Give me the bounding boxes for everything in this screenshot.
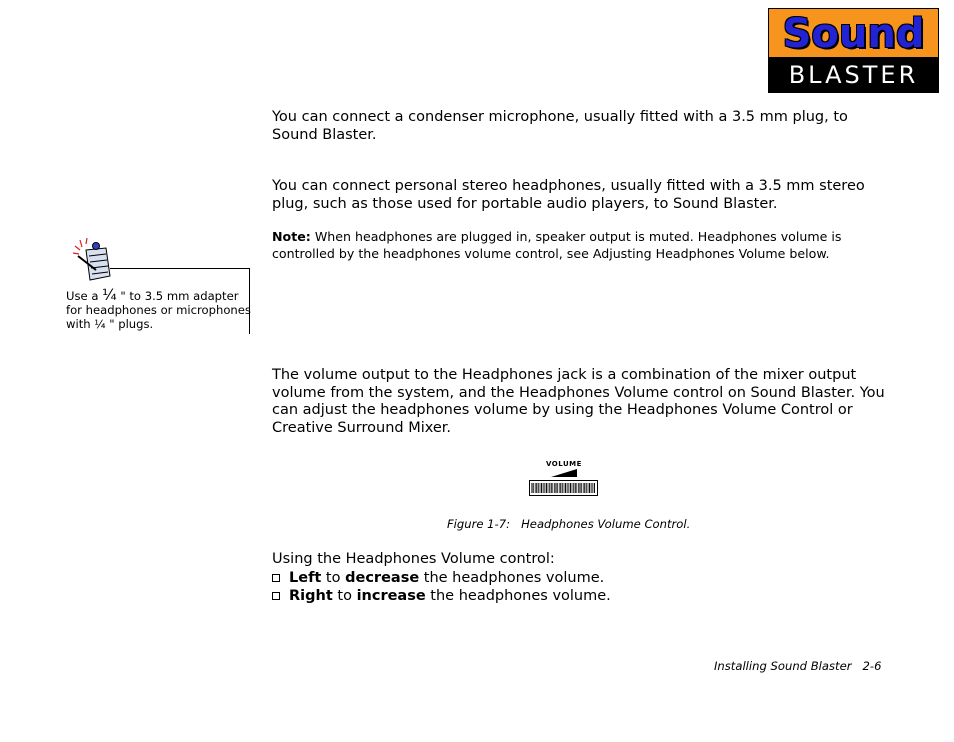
volume-paragraph: The volume output to the Headphones jack is a combination of the mixer output volume from the system, and the Headphones Volume control on Sound Blaster. You can adjust the headphones volume by using the Headphones Volume Control or Creative Surround Mixer. xyxy=(272,367,885,436)
instruction-bold-action: decrease xyxy=(345,570,420,586)
page-footer xyxy=(714,659,881,673)
microphone-paragraph: You can connect a condenser microphone, usually fitted with a 3.5 mm plug, to Sound Blaster. xyxy=(272,109,848,143)
instruction-rest: the headphones volume. xyxy=(425,588,611,604)
sidebar-note xyxy=(66,288,251,331)
sidebar-divider-horizontal xyxy=(110,268,250,269)
instruction-bold-direction: Right xyxy=(289,588,333,604)
sidebar-note-prefix: Use a xyxy=(66,289,103,303)
instruction-bold-action: increase xyxy=(356,588,426,604)
note-text: When headphones are plugged in, speaker output is muted. Headphones volume is controlled by the headphones volume control, see Adjusting Headphones Volume below. xyxy=(272,229,842,261)
headphones-paragraph: You can connect personal stereo headphones, usually fitted with a 3.5 mm stereo plug, such as those used for portable audio players, to Sound Blaster. xyxy=(272,178,865,212)
sound-blaster-logo xyxy=(768,8,939,93)
instructions-intro: Using the Headphones Volume control: xyxy=(272,551,555,567)
note-paragraph xyxy=(272,228,897,262)
volume-control-label: VOLUME xyxy=(546,460,582,468)
instruction-bold-direction: Left xyxy=(289,570,322,586)
figure-caption-text: Headphones Volume Control. xyxy=(521,517,691,531)
sidebar-note-suffix: " to 3.5 mm adapter for headphones or microphones with ¼ " plugs. xyxy=(66,289,251,331)
checkbox-bullet-icon xyxy=(272,574,280,582)
volume-wedge-icon xyxy=(551,469,577,477)
instruction-connector: to xyxy=(332,588,357,604)
instruction-connector: to xyxy=(321,570,346,586)
footer-title: Installing Sound Blaster xyxy=(714,659,852,673)
checkbox-bullet-icon xyxy=(272,592,280,600)
figure-caption xyxy=(447,517,690,531)
logo-word-sound: Sound xyxy=(782,11,925,57)
note-label: Note: xyxy=(272,229,311,244)
sidebar-note-fraction: ¼ xyxy=(102,286,117,304)
footer-page-number: 2-6 xyxy=(862,659,882,673)
figure-caption-number: Figure 1-7: xyxy=(447,517,511,531)
logo-word-blaster: BLASTER xyxy=(788,61,919,89)
instruction-rest: the headphones volume. xyxy=(419,570,605,586)
instruction-item-right xyxy=(272,588,611,606)
instruction-item-left xyxy=(272,570,604,588)
volume-thumbwheel[interactable] xyxy=(529,480,598,496)
notepad-tip-icon xyxy=(72,236,112,282)
